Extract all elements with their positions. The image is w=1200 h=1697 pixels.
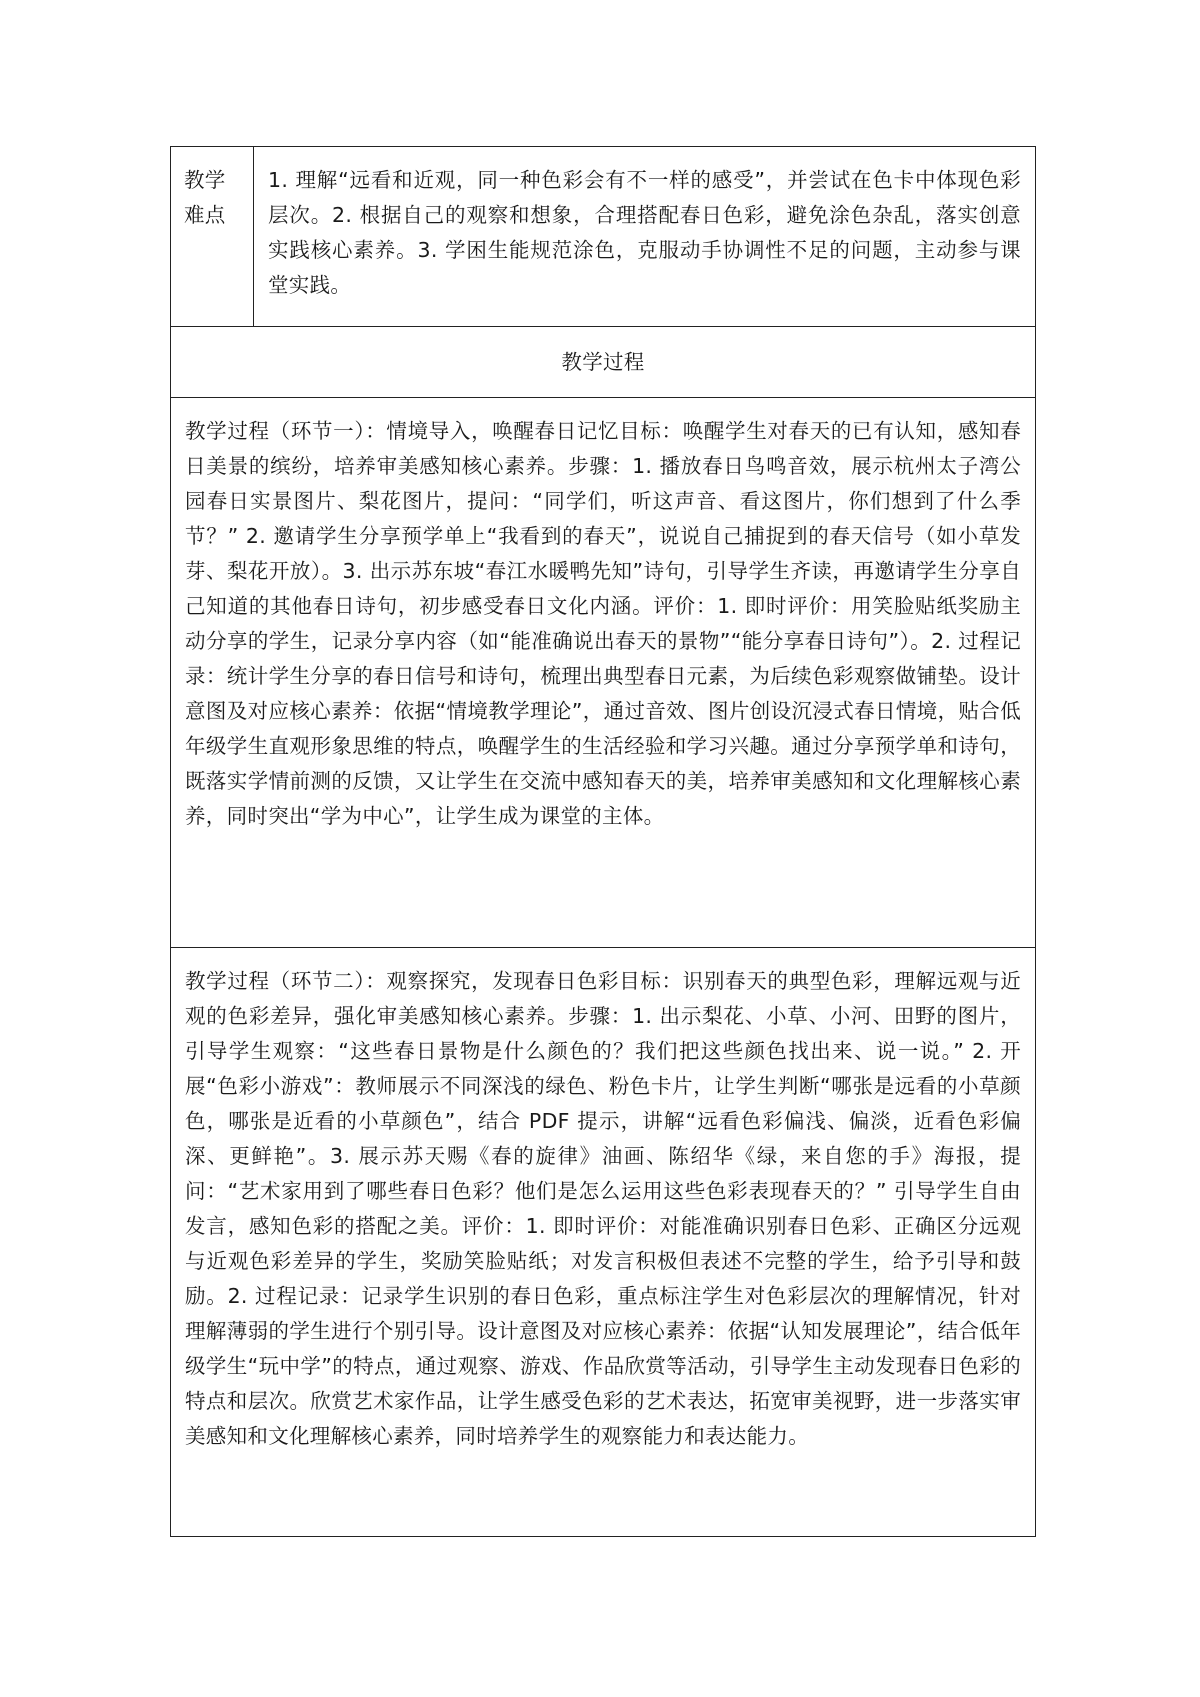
lesson-plan-table (170, 146, 1036, 1537)
process-heading-row (171, 327, 1036, 398)
difficulty-content-cell (254, 147, 1036, 327)
stage-row (171, 398, 1036, 948)
stage-two-text: 教学过程（环节二）：观察探究，发现春日色彩目标：识别春天的典型色彩，理解远观与近观的色彩差异，强化审美感知核心素养。步骤：1. 出示梨花、小草、小河、田野的图片，引导学生观察：“这些春日景物是什么颜色的？我们把这些颜色找出来、说一说。” 2. 开展“色彩小游戏”：教师展示不同深浅的绿色、粉色卡片，让学生判断“哪张是远看的小草颜色，哪张是近看的小草颜色”，结合 PDF 提示，讲解“远看色彩偏浅、偏淡，近看色彩偏深、更鲜艳”。3. 展示苏天赐《春的旋律》油画、陈绍华《绿，来自您的手》海报，提问：“艺术家用到了哪些春日色彩？他们是怎么运用这些色彩表现春天的？” 引导学生自由发言，感知色彩的搭配之美。评价：1. 即时评价：对能准确识别春日色彩、正确区分远观与近观色彩差异的学生，奖励笑脸贴纸；对发言积极但表述不完整的学生，给予引导和鼓励。2. 过程记录：记录学生识别的春日色彩，重点标注学生对色彩层次的理解情况，针对理解薄弱的学生进行个别引导。设计意图及对应核心素养：依据“认知发展理论”，结合低年级学生“玩中学”的特点，通过观察、游戏、作品欣赏等活动，引导学生主动发现春日色彩的特点和层次。欣赏艺术家作品，让学生感受色彩的艺术表达，拓宽审美视野，进一步落实审美感知和文化理解核心素养，同时培养学生的观察能力和表达能力。 (185, 969, 1021, 1448)
difficulty-row (171, 147, 1036, 327)
stage-one-cell (171, 398, 1036, 948)
stage-row (171, 948, 1036, 1537)
difficulty-label-cell (171, 147, 254, 327)
stage-one-text: 教学过程（环节一）：情境导入，唤醒春日记忆目标：唤醒学生对春天的已有认知，感知春日美景的缤纷，培养审美感知核心素养。步骤：1. 播放春日鸟鸣音效，展示杭州太子湾公园春日实景图片、梨花图片，提问：“同学们，听这声音、看这图片，你们想到了什么季节？” 2. 邀请学生分享预学单上“我看到的春天”，说说自己捕捉到的春天信号（如小草发芽、梨花开放）。3. 出示苏东坡“春江水暖鸭先知”诗句，引导学生齐读，再邀请学生分享自己知道的其他春日诗句，初步感受春日文化内涵。评价：1. 即时评价：用笑脸贴纸奖励主动分享的学生，记录分享内容（如“能准确说出春天的景物”“能分享春日诗句”）。2. 过程记录：统计学生分享的春日信号和诗句，梳理出典型春日元素，为后续色彩观察做铺垫。设计意图及对应核心素养：依据“情境教学理论”，通过音效、图片创设沉浸式春日情境，贴合低年级学生直观形象思维的特点，唤醒学生的生活经验和学习兴趣。通过分享预学单和诗句，既落实学情前测的反馈，又让学生在交流中感知春天的美，培养审美感知和文化理解核心素养，同时突出“学为中心”，让学生成为课堂的主体。 (185, 419, 1021, 828)
difficulty-text: 1. 理解“远看和近观，同一种色彩会有不一样的感受”，并尝试在色卡中体现色彩层次。2. 根据自己的观察和想象，合理搭配春日色彩，避免涂色杂乱，落实创意实践核心素养。3. 学困生能规范涂色，克服动手协调性不足的问题，主动参与课堂实践。 (268, 168, 1021, 297)
difficulty-label: 教学难点 (184, 168, 226, 227)
process-heading-cell (171, 327, 1036, 398)
process-heading: 教学过程 (561, 349, 645, 374)
stage-two-cell (171, 948, 1036, 1537)
